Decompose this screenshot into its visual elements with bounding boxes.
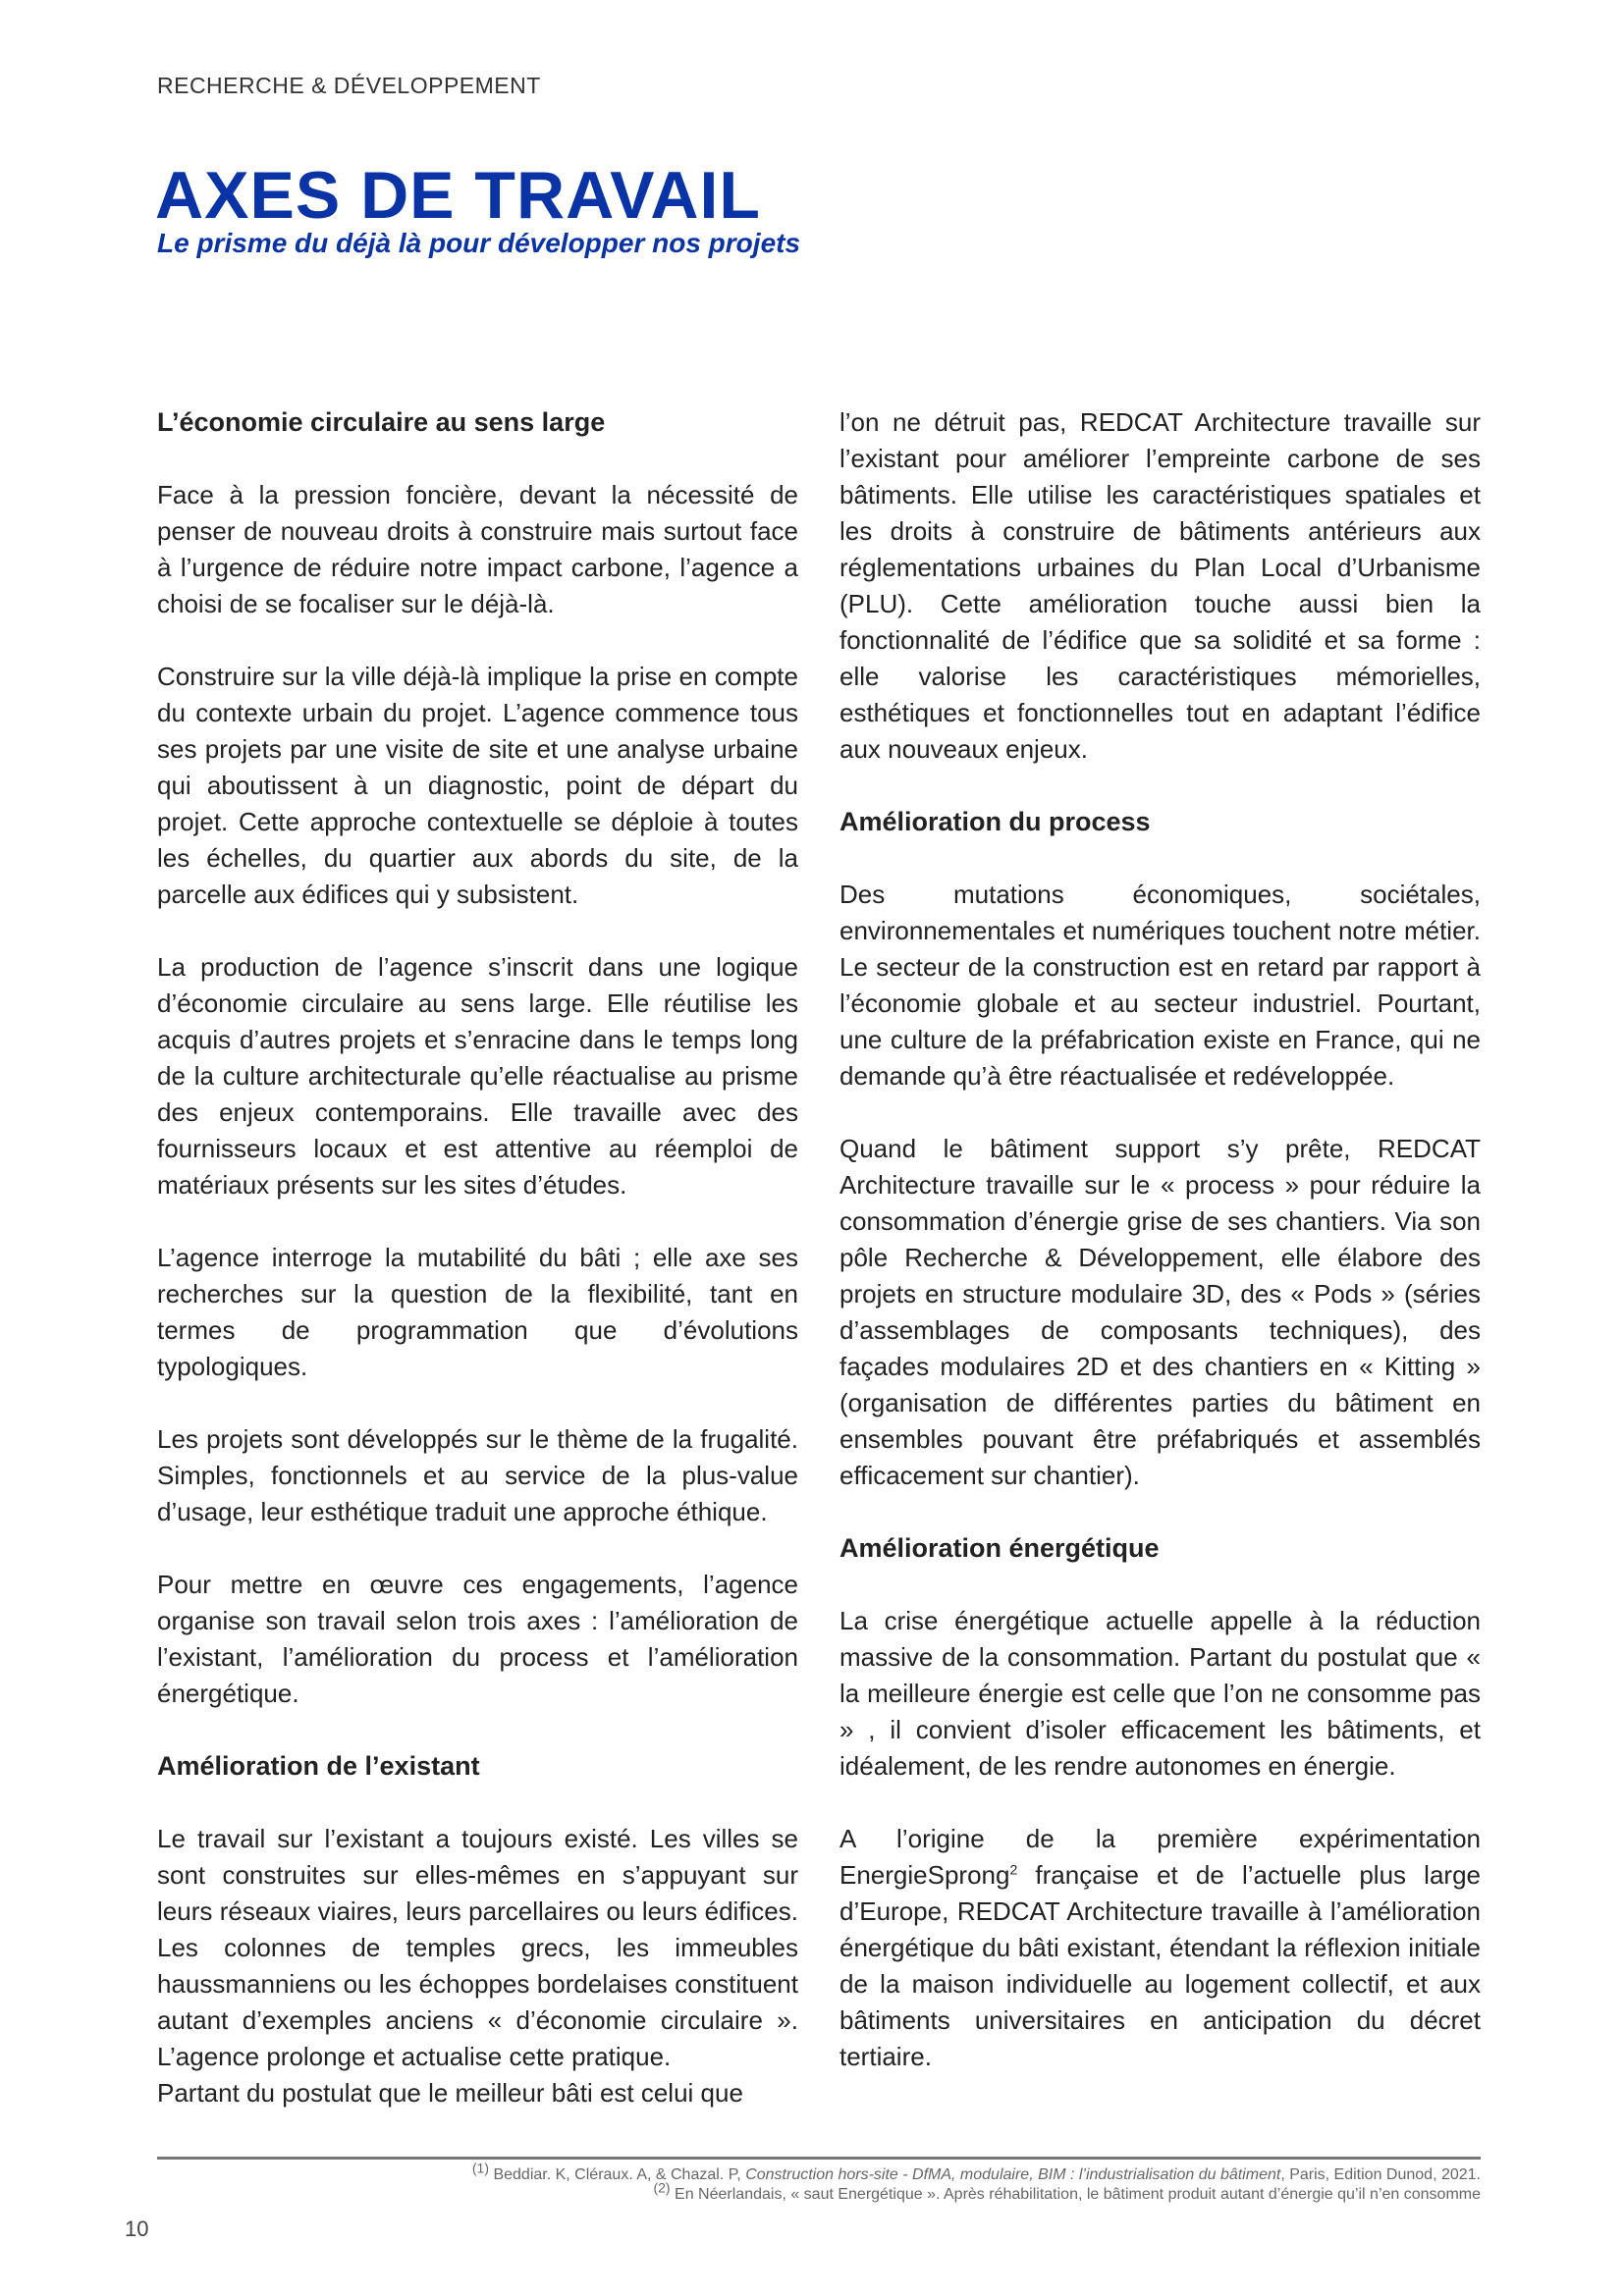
paragraph <box>839 1821 1481 2075</box>
footnote-text: Beddiar. K, Cléraux. A, & Chazal. P, <box>489 2166 746 2183</box>
paragraph: Face à la pression foncière, devant la nécessité de penser de nouveau droits à construire mais surtout face à l’urgence de réduire notre impact carbone, l’agence a choisi de se focaliser sur le déjà-là. <box>157 480 798 618</box>
page-title: AXES DE TRAVAIL <box>155 158 761 233</box>
paragraph: Pour mettre en œuvre ces engagements, l’agence organise son travail selon trois axes : l’amélioration de l’existant, l’amélioration du process et l’amélioration énergétique. <box>157 1570 798 1708</box>
paragraph: Partant du postulat que le meilleur bâti est celui que <box>157 2078 743 2108</box>
footnote-book-title: Construction hors-site - DfMA, modulaire, BIM : l’industrialisation du bâtiment <box>745 2166 1281 2183</box>
paragraph: l’on ne détruit pas, REDCAT Architecture travaille sur l’existant pour améliorer l’empreinte carbone de ses bâtiments. Elle utilise les caractéristiques spatiales et les droits à construire de bâtiments antérieurs aux réglementations urbaines du Plan Local d’Urbanisme (PLU). Cette amélioration touche aussi bien la fonctionnalité de l’édifice que sa solidité et sa forme : elle valorise les caractéristiques mémorielles, esthétiques et fonctionnelles tout en adaptant l’édifice aux nouveaux enjeux. <box>839 407 1481 764</box>
heading-amelioration-process: Amélioration du process <box>839 807 1151 836</box>
footnote-ref: 2 <box>1009 1861 1018 1878</box>
paragraph: La production de l’agence s’inscrit dans une logique d’économie circulaire au sens large. Elle réutilise les acquis d’autres projets et s’enracine dans le temps long de la culture architecturale qu’elle réactualise au prisme des enjeux contemporains. Elle travaille avec des fournisseurs locaux et est attentive au réemploi de matériaux présents sur les sites d’études. <box>157 952 798 1200</box>
paragraph: Des mutations économiques, sociétales, environnementales et numériques touchent notre métier. Le secteur de la construction est en retard par rapport à l’économie globale et au secteur industriel. Pourtant, une culture de la préfabrication existe en France, qui ne demande qu’à être réactualisée et redéveloppée. <box>839 880 1481 1091</box>
footnotes <box>471 2160 1481 2205</box>
footer-divider <box>157 2157 1481 2160</box>
right-column <box>839 404 1481 2111</box>
heading-amelioration-energetique: Amélioration énergétique <box>839 1533 1160 1563</box>
left-column <box>157 404 798 2111</box>
paragraph-text: française et de l’actuelle plus large d’Europe, REDCAT Architecture travaille à l’amélioration énergétique du bâti existant, étendant la réflexion initiale de la maison individuelle au logement collectif, et aux bâtiments universitaires en anticipation du décret tertiaire. <box>839 1860 1481 2071</box>
footnote-text: En Néerlandais, « saut Energétique ». Après réhabilitation, le bâtiment produit autant d’énergie qu’il n’en consomme <box>670 2186 1481 2203</box>
footnote-2 <box>472 2179 1481 2205</box>
paragraph-text: A l’origine de la première expérimentation EnergieSprong <box>839 1824 1481 1890</box>
paragraph: Construire sur la ville déjà-là implique la prise en compte du contexte urbain du projet. L’agence commence tous ses projets par une visite de site et une analyse urbaine qui aboutissent à un diagnostic, point de départ du projet. Cette approche contextuelle se déploie à toutes les échelles, du quartier aux abords du site, de la parcelle aux édifices qui y subsistent. <box>157 662 798 909</box>
paragraph: Le travail sur l’existant a toujours existé. Les villes se sont construites sur elles-mêmes en s’appuyant sur leurs réseaux viaires, leurs parcellaires ou leurs édifices. Les colonnes de temples grecs, les immeubles haussmanniens ou les échoppes bordelaises constituent autant d’exemples anciens « d’économie circulaire ». L’agence prolonge et actualise cette pratique. <box>157 1824 798 2071</box>
section-label: RECHERCHE & DÉVELOPPEMENT <box>157 73 541 98</box>
page-subtitle: Le prisme du déjà là pour développer nos projets <box>157 228 801 258</box>
paragraph: L’agence interroge la mutabilité du bâti ; elle axe ses recherches sur la question de la flexibilité, tant en termes de programmation que d’évolutions typologiques. <box>157 1243 798 1381</box>
paragraph: Les projets sont développés sur le thème de la frugalité. Simples, fonctionnels et au service de la plus-value d’usage, leur esthétique traduit une approche éthique. <box>157 1424 798 1526</box>
paragraph: La crise énergétique actuelle appelle à la réduction massive de la consommation. Partant du postulat que « la meilleure énergie est celle que l’on ne consomme pas » , il convient d’isoler efficacement les bâtiments, et idéalement, de les rendre autonomes en énergie. <box>839 1606 1481 1781</box>
footnote-1 <box>471 2160 1481 2185</box>
footnote-mark: (2) <box>653 2179 671 2196</box>
page-number: 10 <box>125 2216 149 2241</box>
heading-economie-circulaire: L’économie circulaire au sens large <box>157 407 606 437</box>
footnote-mark: (1) <box>471 2160 490 2176</box>
paragraph: Quand le bâtiment support s’y prête, REDCAT Architecture travaille sur le « process » pour réduire la consommation d’énergie grise de ses chantiers. Via son pôle Recherche & Développement, elle élabore des projets en structure modulaire 3D, des « Pods » (séries d’assemblages de composants techniques), des façades modulaires 2D et des chantiers en « Kitting » (organisation de différentes parties du bâtiment en ensembles pouvant être préfabriqués et assemblés efficacement sur chantier). <box>839 1134 1481 1490</box>
heading-amelioration-existant: Amélioration de l’existant <box>157 1751 480 1781</box>
footnote-text: , Paris, Edition Dunod, 2021. <box>1280 2166 1481 2183</box>
